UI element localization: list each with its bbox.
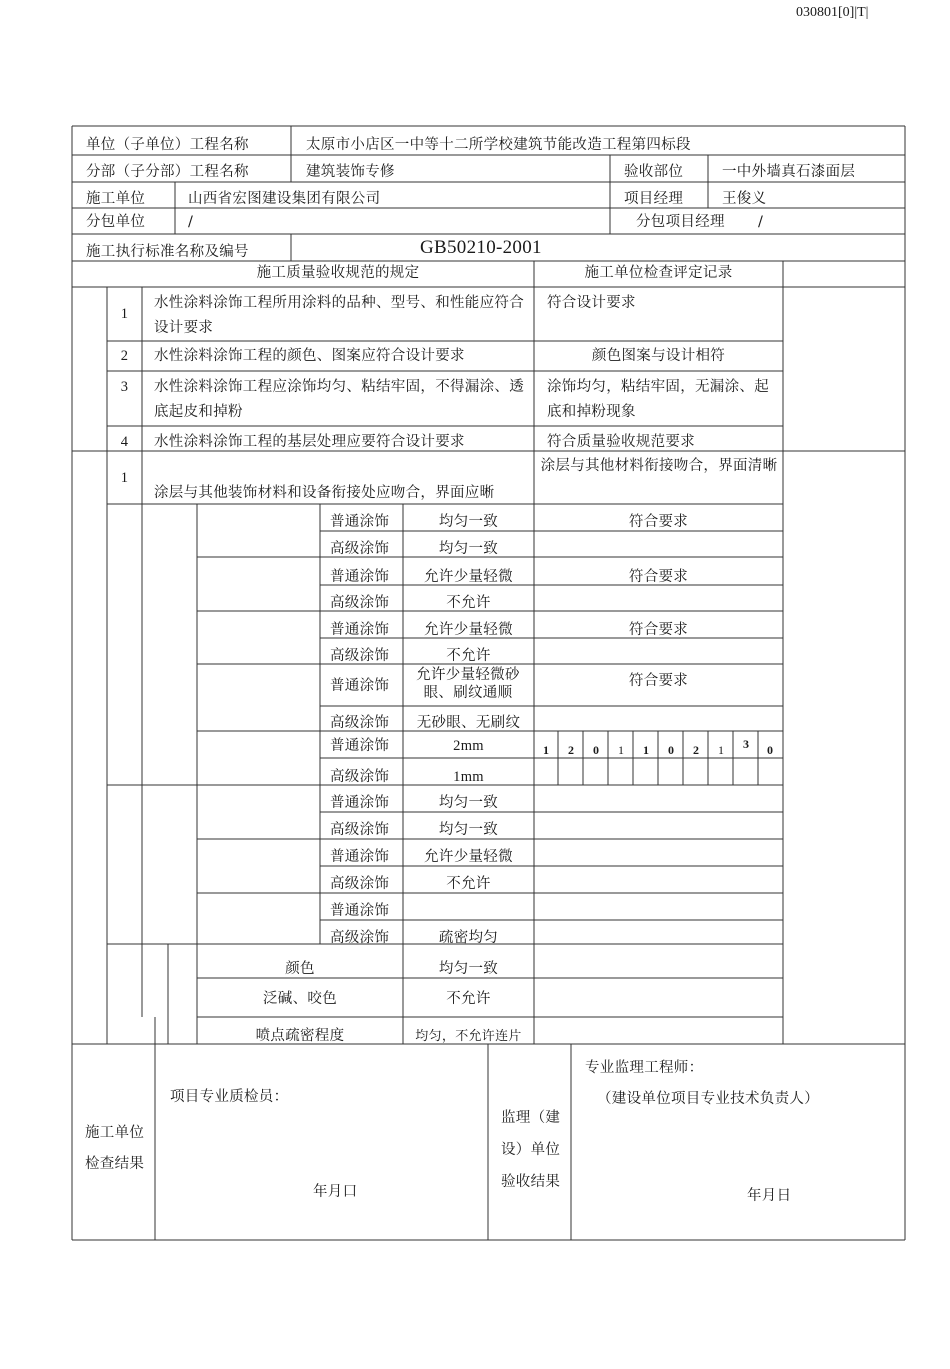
grade-label: 普通涂饰 xyxy=(330,569,390,585)
grade-label: 普通涂饰 xyxy=(330,678,390,694)
measurement-value: 1 xyxy=(543,743,549,757)
supervisor-result-label: 监理（建设）单位验收结果 xyxy=(501,1110,561,1190)
owner-rep-label: （建设单位项目专业技术负责人） xyxy=(597,1091,819,1107)
grade-record: 符合要求 xyxy=(628,514,689,530)
spray-item: 颜色 xyxy=(285,961,315,977)
grade-label: 普通涂饰 xyxy=(330,738,390,754)
measurement-value: 0 xyxy=(668,743,674,757)
grade-requirement: 均匀一致 xyxy=(438,822,499,838)
subcontractor-label: 分包单位 xyxy=(86,214,146,230)
standard-label: 施工执行标准名称及编号 xyxy=(86,244,249,260)
main-item-no: 1 xyxy=(120,306,129,322)
grade-label: 普通涂饰 xyxy=(330,622,390,638)
grade-requirement: 允许少量轻微 xyxy=(424,849,513,865)
division-value: 建筑装饰专修 xyxy=(306,164,395,180)
grade-label: 高级涂饰 xyxy=(330,541,390,557)
grade-requirement: 2mm xyxy=(453,738,484,754)
accept-part-value: 一中外墙真石漆面层 xyxy=(722,164,856,180)
grade-requirement: 允许少量轻微 xyxy=(424,622,513,638)
grade-label: 高级涂饰 xyxy=(330,822,390,838)
main-item-no: 2 xyxy=(120,348,129,364)
division-label: 分部（子分部）工程名称 xyxy=(86,164,249,180)
main-item-spec: 水性涂料涂饰工程的基层处理应要符合设计要求 xyxy=(154,434,465,450)
measurement-value: 2 xyxy=(693,743,699,757)
grade-requirement: 均匀一致 xyxy=(438,541,499,557)
grade-label: 普通涂饰 xyxy=(330,514,390,530)
measurement-value: 0 xyxy=(767,743,773,757)
grade-label: 普通涂饰 xyxy=(330,903,390,919)
grade-requirement: 无砂眼、无刷纹 xyxy=(416,715,521,731)
main-item-record: 涂饰均匀，粘结牢固，无漏涂、起底和掉粉现象 xyxy=(547,379,769,420)
spray-requirement: 均匀，不允许连片 xyxy=(415,1029,522,1044)
main-item-spec: 水性涂料涂饰工程的颜色、图案应符合设计要求 xyxy=(154,348,465,364)
grade-requirement: 不允许 xyxy=(446,648,491,664)
grade-record: 符合要求 xyxy=(628,622,689,638)
spray-item: 泛碱、咬色 xyxy=(263,991,337,1007)
grade-requirement: 不允许 xyxy=(446,595,491,611)
general-item-no: 1 xyxy=(120,470,129,486)
record-column-header: 施工单位检查评定记录 xyxy=(584,265,733,281)
grade-label: 高级涂饰 xyxy=(330,595,390,611)
grade-requirement: 疏密均匀 xyxy=(438,930,499,946)
pm-value: 王俊义 xyxy=(722,191,767,207)
grade-requirement: 不允许 xyxy=(446,876,491,892)
measurement-value: 1 xyxy=(618,743,624,757)
main-item-record: 符合质量验收规范要求 xyxy=(547,434,695,450)
main-item-spec: 水性涂料涂饰工程所用涂料的品种、型号、和性能应符合设计要求 xyxy=(154,295,524,336)
main-item-no: 3 xyxy=(120,379,129,395)
measurement-value: 3 xyxy=(743,737,749,751)
measurement-value: 1 xyxy=(718,743,724,757)
document-code: 030801[0]|T| xyxy=(796,5,869,20)
inspector-label: 项目专业质检员： xyxy=(170,1089,289,1105)
main-item-record: 符合设计要求 xyxy=(547,295,636,311)
main-item-spec: 水性涂料涂饰工程应涂饰均匀、粘结牢固，不得漏涂、透底起皮和掉粉 xyxy=(154,379,524,420)
spray-requirement: 均匀一致 xyxy=(438,961,499,977)
grade-requirement: 允许少量轻微砂眼、刷纹通顺 xyxy=(416,667,520,701)
accept-part-label: 验收部位 xyxy=(624,164,684,180)
grade-requirement: 均匀一致 xyxy=(438,795,499,811)
grade-requirement: 允许少量轻微 xyxy=(424,569,513,585)
sub-pm-label: 分包项目经理 xyxy=(636,214,725,230)
project-name-label: 单位（子单位）工程名称 xyxy=(86,137,249,153)
contractor-label: 施工单位 xyxy=(86,191,146,207)
grade-label: 普通涂饰 xyxy=(330,849,390,865)
grade-label: 高级涂饰 xyxy=(330,715,390,731)
grade-label: 高级涂饰 xyxy=(330,876,390,892)
grade-label: 高级涂饰 xyxy=(330,930,390,946)
project-name-value: 太原市小店区一中等十二所学校建筑节能改造工程第四标段 xyxy=(306,137,691,153)
measurement-value: 0 xyxy=(593,743,599,757)
contractor-date: 年月口 xyxy=(313,1184,358,1200)
grade-record: 符合要求 xyxy=(628,673,689,689)
spray-requirement: 不允许 xyxy=(446,991,491,1007)
general-item-spec: 涂层与其他装饰材料和设备衔接处应吻合，界面应晰 xyxy=(154,485,495,501)
grade-label: 普通涂饰 xyxy=(330,795,390,811)
grade-requirement: 1mm xyxy=(453,769,484,785)
sub-pm-value: / xyxy=(758,214,764,230)
main-item-no: 4 xyxy=(120,434,129,450)
spray-item: 喷点疏密程度 xyxy=(255,1028,345,1044)
measurement-value: 1 xyxy=(643,743,649,757)
contractor-value: 山西省宏图建设集团有限公司 xyxy=(188,191,381,207)
standard-value: GB50210-2001 xyxy=(420,237,542,258)
measurement-value: 2 xyxy=(568,743,574,757)
grade-record: 符合要求 xyxy=(628,569,689,585)
general-item-record: 涂层与其他材料衔接吻合，界面清晰 xyxy=(540,458,778,474)
contractor-result-label: 施工单位检查结果 xyxy=(85,1125,145,1172)
engineer-label: 专业监理工程师： xyxy=(585,1060,704,1076)
grade-label: 高级涂饰 xyxy=(330,769,390,785)
spec-column-header: 施工质量验收规范的规定 xyxy=(256,265,420,281)
subcontractor-value: / xyxy=(188,214,194,230)
supervisor-date: 年月日 xyxy=(747,1188,792,1204)
grade-label: 高级涂饰 xyxy=(330,648,390,664)
pm-label: 项目经理 xyxy=(624,191,684,207)
main-item-record: 颜色图案与设计相符 xyxy=(591,348,726,364)
grade-requirement: 均匀一致 xyxy=(438,514,499,530)
